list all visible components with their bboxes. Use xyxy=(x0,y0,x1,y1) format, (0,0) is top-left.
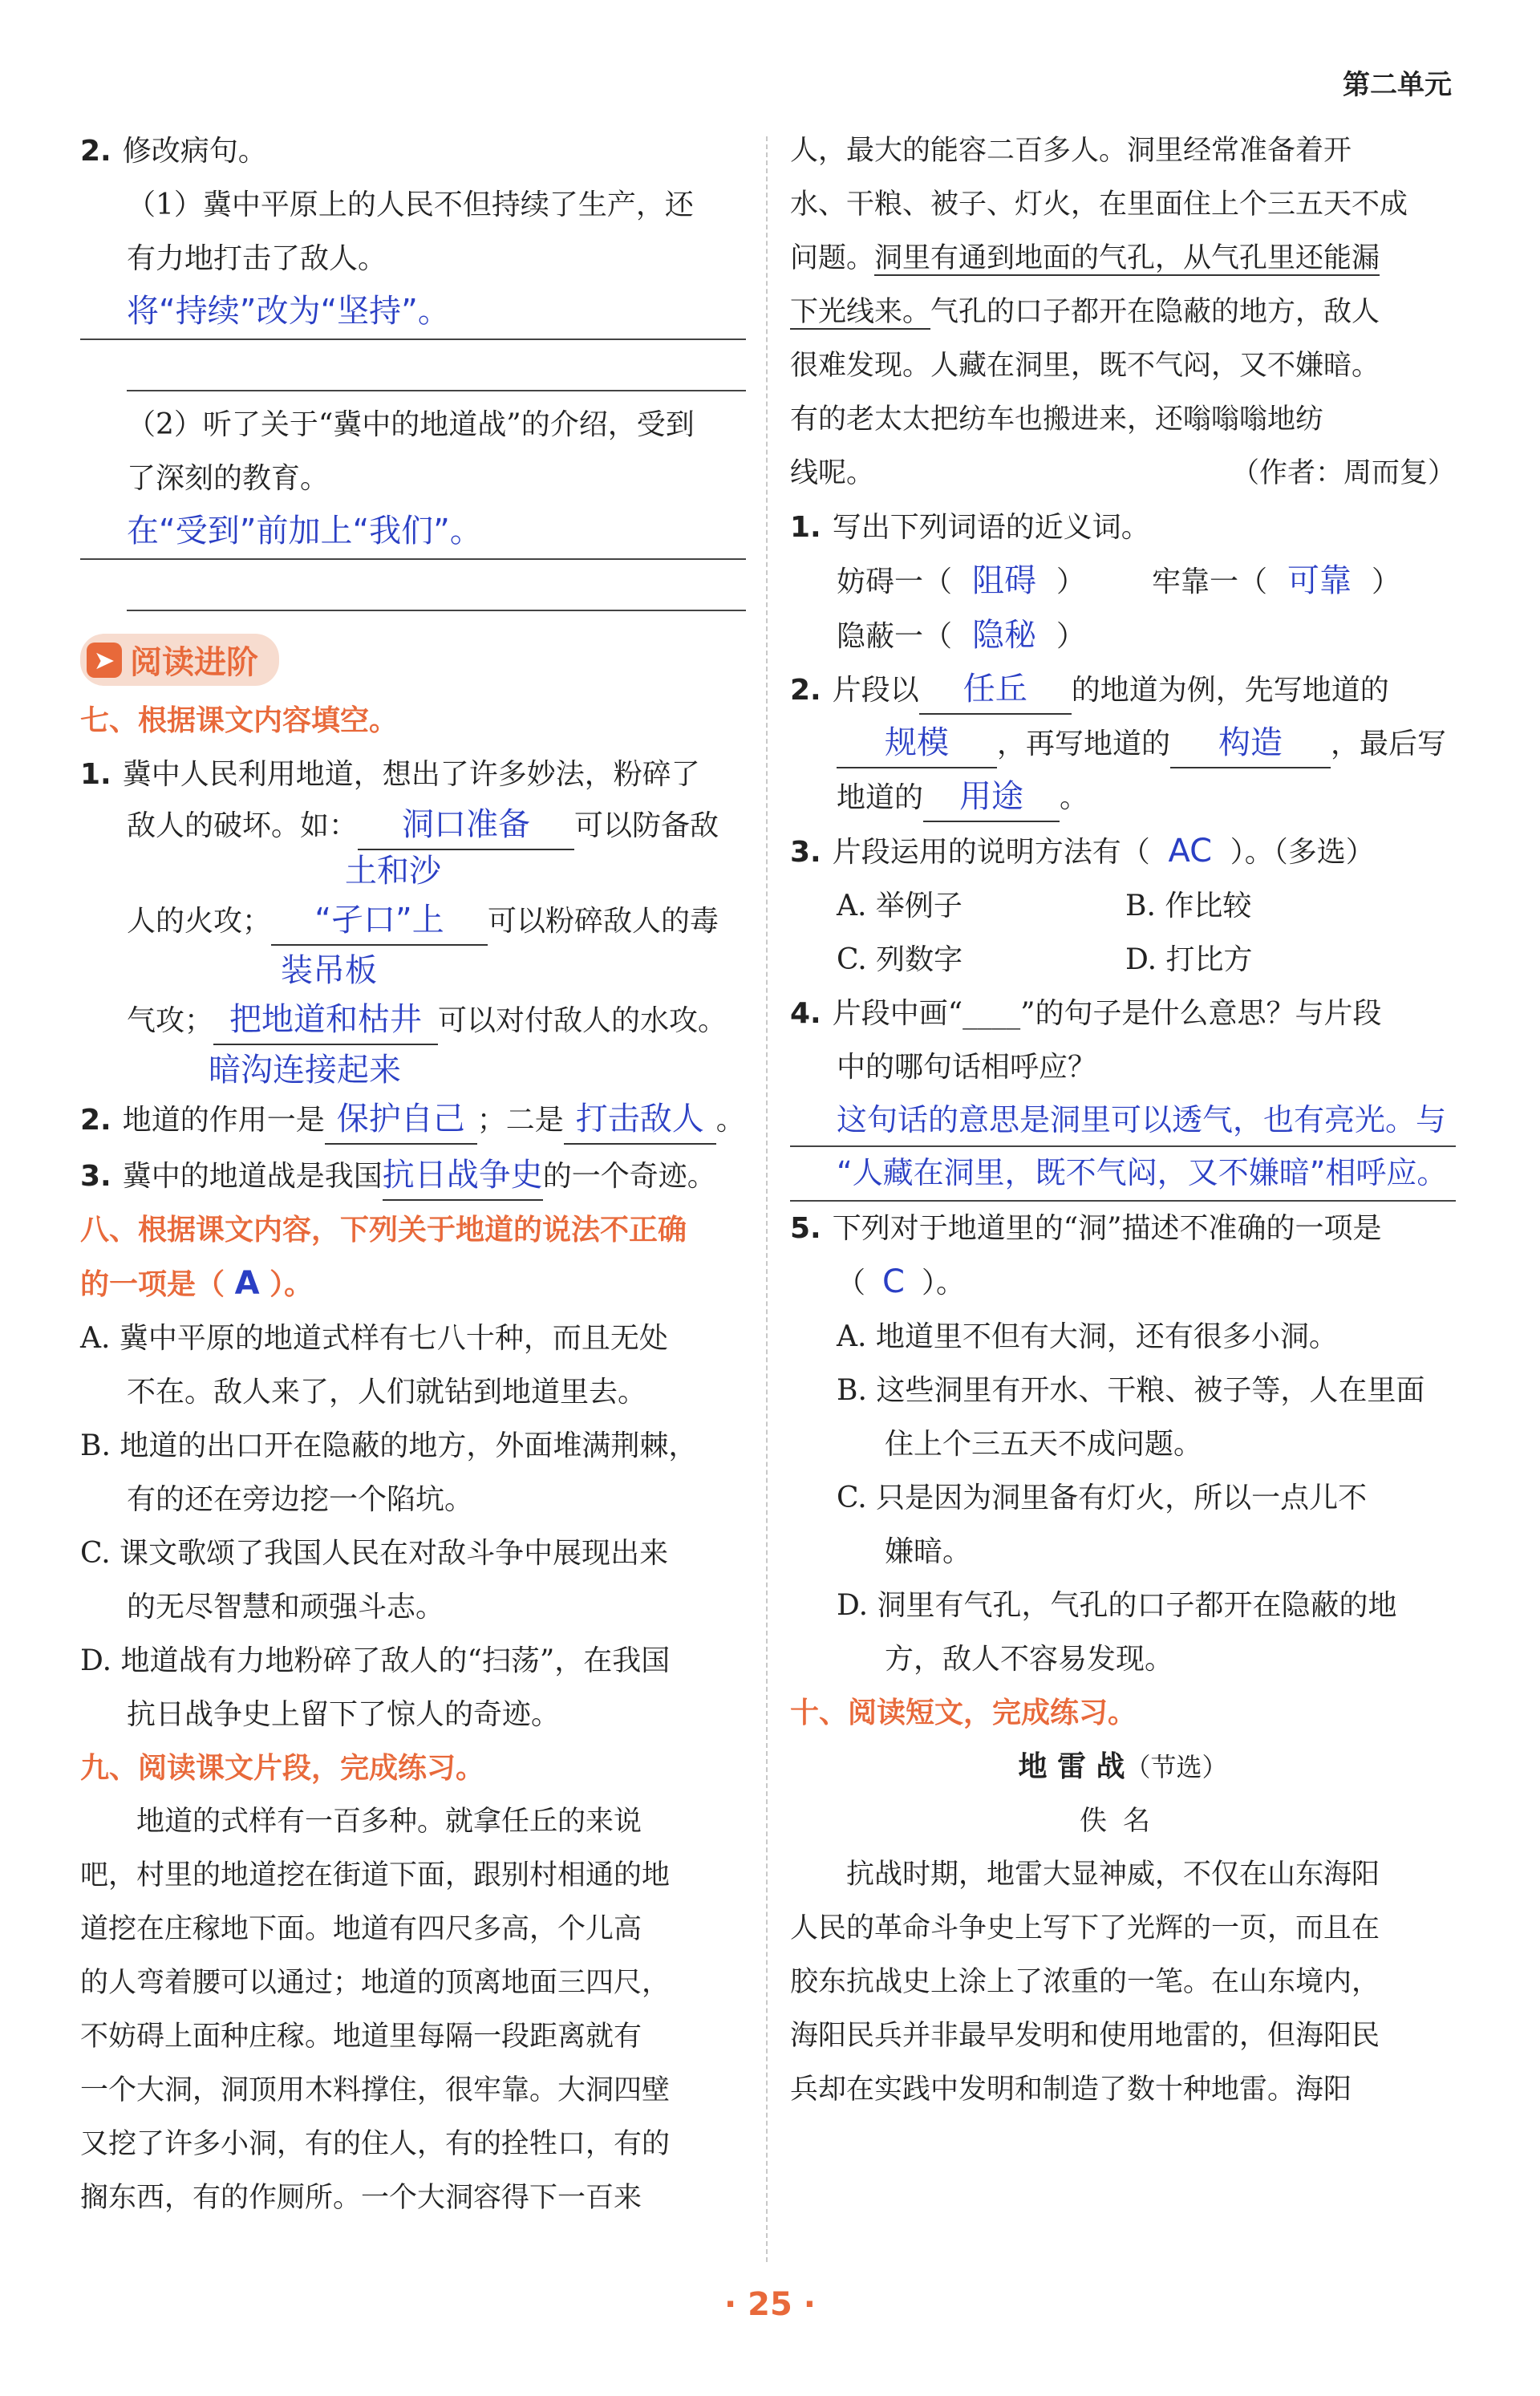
passage-10-line: 海阳民兵并非最早发明和使用地雷的，但海阳民 xyxy=(790,2020,1380,2052)
passage-line: 一个大洞，洞顶用木料撑住，很牢靠。大洞四壁 xyxy=(80,2074,671,2106)
r-q4-answer2[interactable]: “人藏在洞里，既不气闷，又不嫌暗”相呼应。 xyxy=(790,1147,1456,1202)
q2-2-extra-line xyxy=(127,560,746,611)
r-q2-line2: 规模 ，再写地道的 构造 ，最后写 xyxy=(790,717,1456,771)
page-number: · 25 · xyxy=(724,2286,816,2323)
passage-cont-line: 水、干粮、被子、灯火，在里面住上个三五天不成 xyxy=(790,189,1408,221)
s7-q1-blank1[interactable]: 洞口准备 xyxy=(358,802,574,850)
passage-10-author: 佚名 xyxy=(1080,1805,1166,1837)
section-9-heading: 九、阅读课文片段，完成练习。 xyxy=(80,1752,485,1785)
r-q3-opt-a[interactable]: A. 举例子 xyxy=(837,890,962,922)
r-q3-options-row1 xyxy=(790,879,1456,933)
passage-cont-line: 线呢。 （作者：周而复） xyxy=(790,447,1456,501)
passage-cont-line: 有的老太太把纺车也搬进来，还嗡嗡嗡地纺 xyxy=(790,403,1324,436)
s8-answer[interactable]: A xyxy=(234,1265,260,1302)
s7-q1-line1: 1. 冀中人民利用地道，想出了许多妙法，粉碎了 xyxy=(80,758,700,791)
passage-cont-line: 下光线来。气孔的口子都开在隐蔽的地方，敌人 xyxy=(790,296,1380,328)
r-q5-opt-b1: B. 这些洞里有开水、干粮、被子等，人在里面 xyxy=(837,1374,1425,1407)
passage-10-title: 地 雷 战（节选） xyxy=(1018,1749,1228,1783)
r-q3-ans[interactable]: AC xyxy=(1168,833,1213,870)
s7-q1-line4: 气攻； 把地道和枯井 可以对付敌人的水攻。 xyxy=(80,992,746,1050)
r-q1-row2: 隐蔽一（ 隐秘 ） xyxy=(790,609,1456,663)
r-q4-answer1[interactable]: 这句话的意思是洞里可以透气，也有亮光。与 xyxy=(790,1094,1456,1147)
column-divider xyxy=(766,136,768,2262)
underlined-sentence: 洞里有通到地面的气孔，从气孔里还能漏 xyxy=(874,242,1380,274)
passage-9 xyxy=(80,1795,746,2225)
q2-1-line1: （1）冀中平原上的人民不但持续了生产，还 xyxy=(127,189,694,221)
r-q5-opt-d2: 方，敌人不容易发现。 xyxy=(885,1643,1174,1676)
s7-q1-blank2-cont: 装吊板 xyxy=(281,952,377,989)
r-q1-row1: 妨碍一（ 阻碍 ） 牢靠一（ 可靠 ） xyxy=(790,554,1456,609)
q2-2-answer[interactable]: 在“受到”前加上“我们”。 xyxy=(80,505,746,560)
section-10-heading: 十、阅读短文，完成练习。 xyxy=(790,1697,1137,1729)
r-q5-line1: 5. 下列对于地道里的“洞”描述不准确的一项是 xyxy=(790,1212,1382,1245)
passage-cont-line: 人，最大的能容二百多人。洞里经常准备着开 xyxy=(790,135,1352,167)
passage-line: 道挖在庄稼地下面。地道有四尺多高，个儿高 xyxy=(80,1913,642,1945)
r-q2-line1: 2. 片段以 任丘 的地道为例，先写地道的 xyxy=(790,663,1456,717)
r-q1-ans1[interactable]: 阻碍 xyxy=(972,562,1037,599)
s7-q1-blank2[interactable]: “孑口”上 xyxy=(271,898,488,946)
q2-title: 2. 修改病句。 xyxy=(80,135,267,168)
s7-q2: 2. 地道的作用一是 保护自己 ；二是 打击敌人 。 xyxy=(80,1092,746,1149)
section-8-heading-line1: 八、根据课文内容，下列关于地道的说法不正确 xyxy=(80,1214,687,1247)
r-q1-ans3[interactable]: 隐秘 xyxy=(972,617,1037,654)
q2-2-line1: （2）听了关于“冀中的地道战”的介绍，受到 xyxy=(127,408,695,441)
r-q5-opt-a: A. 地道里不但有大洞，还有很多小洞。 xyxy=(837,1320,1338,1353)
s8-option-d-1: D. 地道战有力地粉碎了敌人的“扫荡”，在我国 xyxy=(80,1644,671,1677)
reading-badge: ➤ 阅读进阶 xyxy=(80,634,279,686)
r-q4-line2: 中的哪句话相呼应？ xyxy=(837,1051,1097,1084)
passage-author: （作者：周而复） xyxy=(1230,457,1456,489)
r-q4-line1: 4. 片段中画“____”的句子是什么意思？与片段 xyxy=(790,997,1382,1030)
r-q1-ans2[interactable]: 可靠 xyxy=(1287,562,1352,599)
s8-option-c-2: 的无尽智慧和顽强斗志。 xyxy=(127,1591,445,1624)
r-q3: 3. 片段运用的说明方法有（ AC ）。（多选） xyxy=(790,825,1456,879)
underlined-sentence: 下光线来。 xyxy=(790,296,931,328)
passage-cont-line: 很难发现。人藏在洞里，既不气闷，又不嫌暗。 xyxy=(790,350,1380,382)
s7-q2-blank2[interactable]: 打击敌人 xyxy=(564,1097,716,1145)
s7-q1-line3: 人的火攻； “孑口”上 可以粉碎敌人的毒 xyxy=(80,893,746,951)
q2-2-line2: 了深刻的教育。 xyxy=(127,462,330,495)
s7-q1-blank1-cont: 土和沙 xyxy=(345,853,441,890)
runner-icon: ➤ xyxy=(87,643,122,678)
right-column xyxy=(790,124,1456,2117)
s7-q1-line2: 敌人的破坏。如： 洞口准备 可以防备敌 xyxy=(80,801,746,851)
section-7-heading: 七、根据课文内容填空。 xyxy=(80,704,399,737)
passage-10-line: 胶东抗战史上涂上了浓重的一笔。在山东境内， xyxy=(790,1966,1380,1998)
r-q1-title: 1. 写出下列词语的近义词。 xyxy=(790,511,1150,544)
q2-1-answer[interactable]: 将“持续”改为“坚持”。 xyxy=(80,286,746,340)
r-q3-options-row2 xyxy=(790,933,1456,987)
section-8-heading-line2: 的一项是（ A ）。 xyxy=(80,1265,314,1302)
s7-q3: 3. 冀中的地道战是我国抗日战争史的一个奇迹。 xyxy=(80,1149,746,1203)
passage-line: 不妨碍上面种庄稼。地道里每隔一段距离就有 xyxy=(80,2021,642,2053)
s7-q3-blank[interactable]: 抗日战争史 xyxy=(383,1153,543,1201)
left-column xyxy=(80,124,746,2225)
s8-option-d-2: 抗日战争史上留下了惊人的奇迹。 xyxy=(127,1698,561,1731)
r-q5-line2: （ C ）。 xyxy=(790,1255,1456,1310)
passage-10-line: 抗战时期，地雷大显神威，不仅在山东海阳 xyxy=(790,1859,1380,1891)
r-q5-opt-d1: D. 洞里有气孔，气孔的口子都开在隐蔽的地 xyxy=(837,1589,1397,1622)
r-q5-opt-c1: C. 只是因为洞里备有灯火，所以一点儿不 xyxy=(837,1482,1368,1514)
s8-option-b-1: B. 地道的出口开在隐蔽的地方，外面堆满荆棘， xyxy=(80,1429,698,1462)
passage-10-line: 兵却在实践中发明和制造了数十种地雷。海阳 xyxy=(790,2074,1352,2106)
r-q5-opt-c2: 嫌暗。 xyxy=(885,1535,972,1568)
q2-1-extra-line xyxy=(127,340,746,391)
r-q2-line3: 地道的 用途 。 xyxy=(790,771,1456,825)
passage-line: 又挖了许多小洞，有的住人，有的拴牲口，有的 xyxy=(80,2128,671,2160)
r-q3-opt-c[interactable]: C. 列数字 xyxy=(837,943,963,976)
passage-10-line: 人民的革命斗争史上写下了光辉的一页，而且在 xyxy=(790,1912,1380,1944)
s8-option-a-1: A. 冀中平原的地道式样有七八十种，而且无处 xyxy=(80,1322,668,1355)
r-q3-opt-d[interactable]: D. 打比方 xyxy=(1125,943,1253,976)
r-q5-opt-b2: 住上个三五天不成问题。 xyxy=(885,1428,1203,1461)
r-q3-opt-b[interactable]: B. 作比较 xyxy=(1125,890,1252,922)
s7-q1-blank3-cont: 暗沟连接起来 xyxy=(209,1052,401,1089)
passage-line: 的人弯着腰可以通过；地道的顶离地面三四尺， xyxy=(80,1967,671,1999)
q2-1-line2: 有力地打击了敌人。 xyxy=(127,242,387,275)
unit-label: 第二单元 xyxy=(1343,69,1452,101)
r-q2-blank4[interactable]: 用途 xyxy=(923,774,1060,822)
s8-option-a-2: 不在。敌人来了，人们就钻到地道里去。 xyxy=(127,1376,647,1409)
r-q2-blank3[interactable]: 构造 xyxy=(1170,720,1331,768)
passage-line: 搁东西，有的作厕所。一个大洞容得下一百来 xyxy=(80,2182,642,2214)
passage-line: 吧，村里的地道挖在街道下面，跟别村相通的地 xyxy=(80,1859,671,1891)
s7-q1-blank3[interactable]: 把地道和枯井 xyxy=(213,997,438,1045)
passage-cont-line: 问题。洞里有通到地面的气孔，从气孔里还能漏 xyxy=(790,242,1380,274)
r-q5-ans[interactable]: C xyxy=(882,1263,905,1300)
r-q2-blank1[interactable]: 任丘 xyxy=(919,667,1072,715)
s7-q2-blank1[interactable]: 保护自己 xyxy=(325,1097,477,1145)
s8-option-c-1: C. 课文歌颂了我国人民在对敌斗争中展现出来 xyxy=(80,1537,669,1570)
s8-option-b-2: 有的还在旁边挖一个陷坑。 xyxy=(127,1483,474,1516)
r-q2-blank2[interactable]: 规模 xyxy=(837,720,997,768)
passage-line: 地道的式样有一百多种。就拿任丘的来说 xyxy=(80,1806,642,1838)
